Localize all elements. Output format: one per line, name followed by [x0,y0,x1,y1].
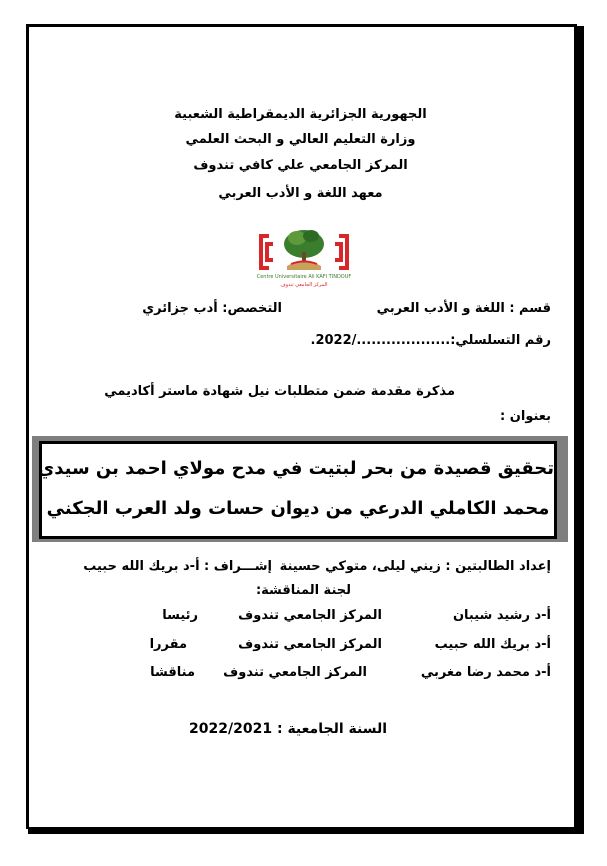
specialty-label: التخصص: أدب جزائري [142,301,282,316]
committee-name: أ-د رشيد شيبان [452,608,551,623]
title-box [39,441,557,539]
title-label: بعنوان : [500,409,551,424]
page-border-shadow-bottom [28,829,584,834]
institute-line: معهد اللغة و الأدب العربي [218,186,383,201]
prepared-by: إعداد الطالبتين : زيني ليلى، متوكي حسينة [279,559,551,574]
committee-role: رئيسا [162,608,198,623]
center-line: المركز الجامعي علي كافي تندوف [193,158,408,173]
university-logo [251,212,357,292]
logo-caption-fr: Centre Universitaire Ali KAFI TINDOUF [256,274,352,280]
memo-description: مذكرة مقدمة ضمن متطلبات نيل شهادة ماستر أكاديمي [104,384,455,399]
committee-name: أ-د بريك الله حبيب [434,637,551,652]
supervised-by: إشـــراف : أ-د بريك الله حبيب [83,559,272,574]
committee-institution: المركز الجامعي تندوف [223,665,367,680]
republic-line: الجهورية الجزائرية الديمقراطية الشعبية [174,107,427,122]
serial-number: رقم التسلسلي:.................../2022. [310,333,551,348]
committee-role: مقررا [149,637,187,652]
committee-institution: المركز الجامعي تندوف [238,608,382,623]
committee-heading: لجنة المناقشة: [255,583,351,598]
thesis-title-line1: تحقيق قصيدة من بحر لبتيت في مدح مولاي احمد بن سيدي [37,458,554,479]
committee-institution: المركز الجامعي تندوف [238,637,382,652]
logo-caption-ar: المركز الجامعي تندوف [280,282,328,288]
academic-year: السنة الجامعية : 2022/2021 [189,721,387,737]
ministry-line: وزارة التعليم العالي و البحث العلمي [185,132,416,147]
committee-name: أ-د محمد رضا مغربي [420,665,551,680]
committee-role: مناقشا [150,665,195,680]
thesis-title-line2: محمد الكاملي الدرعي من ديوان حسات ولد العرب الجكني [46,498,550,519]
department-label: قسم : اللغة و الأدب العربي [376,301,551,316]
